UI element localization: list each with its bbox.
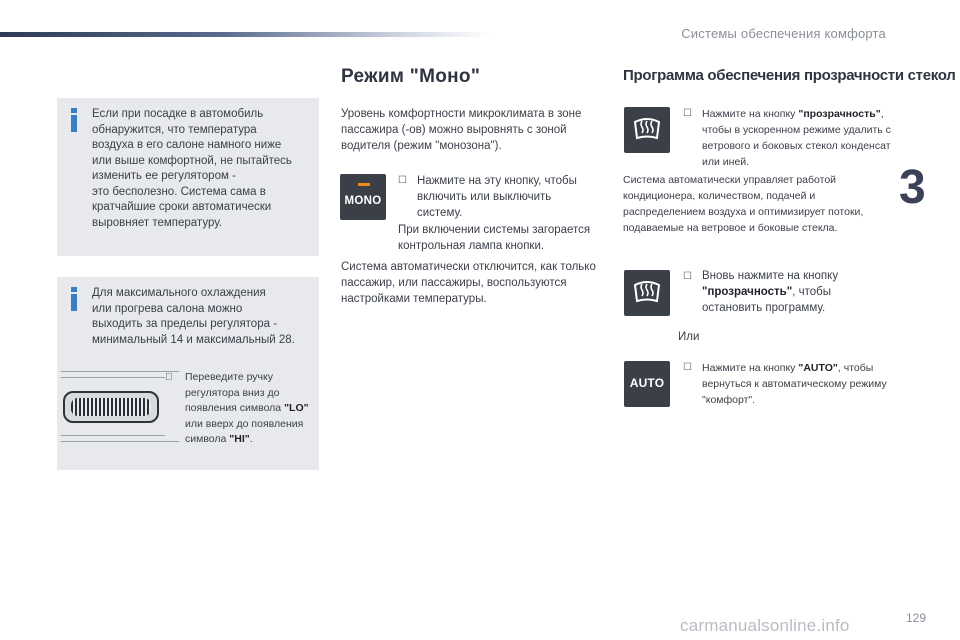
info-icon bbox=[70, 108, 78, 132]
mono-step: Нажмите на эту кнопку, чтобы включить или выключить систему. bbox=[417, 175, 577, 219]
mono-auto-off: Система автоматически отключится, как только пассажир, или пассажиры, воспользуются настройками температуры. bbox=[341, 261, 596, 305]
mono-button-icon bbox=[340, 174, 386, 220]
info-box-temperature bbox=[57, 98, 319, 256]
or-label: Или bbox=[678, 331, 700, 343]
mono-note: При включении системы загорается контрольная лампа кнопки. bbox=[398, 224, 591, 252]
bullet-icon bbox=[165, 372, 173, 383]
watermark: carmanualsonline.info bbox=[680, 616, 850, 635]
clear-vision-step-1: Нажмите на кнопку "прозрачность", чтобы в ускоренном режиме удалить с ветрового и боковых стекол конденсат или иней. bbox=[702, 108, 891, 168]
bullet-icon: ☐ bbox=[398, 175, 407, 186]
info-icon bbox=[70, 287, 78, 311]
info-text: Если при посадке в автомобиль обнаружится, что температура воздуха в его салоне намного ниже или выше комфортной, не пытайтесь изменить ее регулятором - это бесполезно. Система сама в кратчайшие сроки автоматически выровняет температуру. bbox=[92, 108, 292, 229]
windshield-defrost-icon bbox=[624, 270, 670, 316]
indicator-lamp bbox=[358, 183, 370, 186]
mono-intro: Уровень комфортности микроклимата в зоне пассажира (-ов) можно выровнять с зоной водителя (режим "монозона"). bbox=[341, 108, 582, 152]
bullet-icon: ☐ bbox=[683, 362, 692, 373]
defrost-button-icon bbox=[624, 107, 670, 153]
clear-vision-heading: Программа обеспечения прозрачности стекол bbox=[623, 67, 956, 84]
knob-instruction: Переведите ручку регулятора вниз до появления символа "LO" или вверх до появления символа "HI". bbox=[185, 371, 309, 445]
mono-button-label: MONO bbox=[344, 195, 382, 207]
defrost-button-icon bbox=[624, 270, 670, 316]
info-box-max-cooling bbox=[57, 277, 319, 470]
clear-vision-description: Система автоматически управляет работой кондиционера, количеством, подачей и распределением воздуха и оптимизирует потоки, подаваемые на ветровое и боковые стекла. bbox=[623, 174, 864, 234]
windshield-defrost-icon bbox=[624, 107, 670, 153]
auto-button-icon bbox=[624, 361, 670, 407]
auto-button-label: AUTO bbox=[629, 376, 665, 390]
clear-vision-step-2: Вновь нажмите на кнопку "прозрачность", чтобы остановить программу. bbox=[702, 270, 839, 314]
temperature-knob-illustration bbox=[61, 369, 181, 449]
page-number: 129 bbox=[906, 611, 927, 625]
info-text: Для максимального охлаждения или прогрева салона можно выходить за пределы регулятора - минимальный 14 и максимальный 28. bbox=[92, 287, 295, 346]
mono-heading: Режим "Моно" bbox=[341, 66, 481, 87]
clear-vision-step-3: Нажмите на кнопку "AUTO", чтобы вернуться к автоматическому режиму "комфорт". bbox=[702, 362, 887, 406]
section-title: Системы обеспечения комфорта bbox=[681, 26, 886, 41]
chapter-number: 3 bbox=[899, 161, 926, 214]
header-gradient-bar bbox=[0, 32, 490, 37]
bullet-icon: ☐ bbox=[683, 108, 692, 119]
bullet-icon: ☐ bbox=[683, 271, 692, 282]
